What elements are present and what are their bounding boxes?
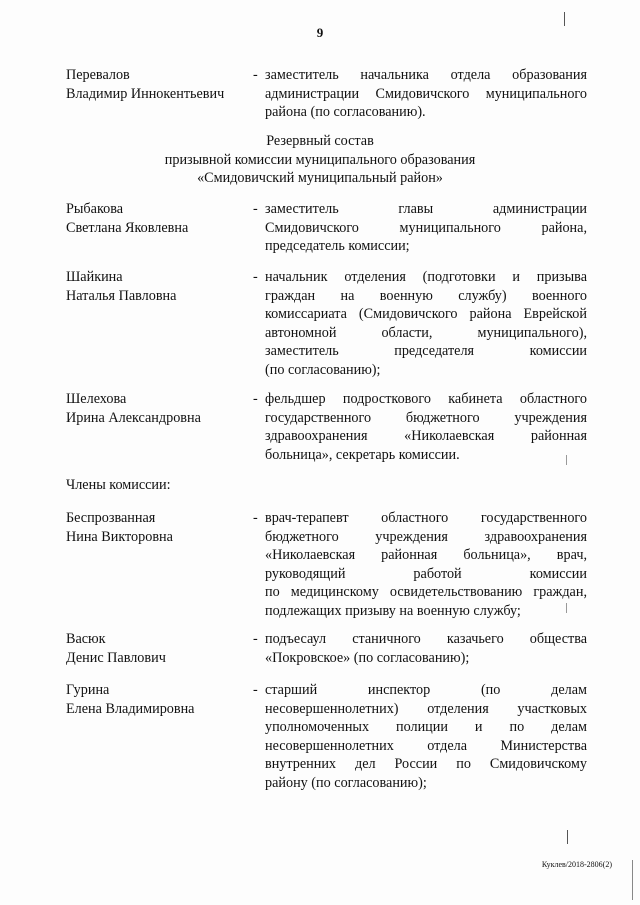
description-line: администрации Смидовичского муниципального: [265, 85, 587, 102]
description-line: несовершеннолетних) отделения участковых: [265, 700, 587, 717]
description-line: подъесаул станичного казачьего общества: [265, 631, 587, 647]
description-line: Смидовичского муниципального района,: [265, 219, 587, 236]
surname: Перевалов: [66, 67, 130, 83]
entry-name: [66, 66, 251, 103]
given-names: Елена Владимировна: [66, 700, 195, 717]
description-line: по медицинскому освидетельствованию граждан,: [265, 584, 587, 600]
scan-artifact: [564, 12, 565, 26]
scan-artifact: [567, 830, 568, 844]
description-line: района (по согласованию).: [265, 104, 426, 120]
description-line: уполномоченных полиции и по делам: [265, 719, 587, 735]
entry-name: [66, 681, 251, 718]
description-line: (по согласованию);: [265, 361, 381, 378]
entry-dash: -: [253, 631, 258, 647]
description-line: внутренних дел России по Смидовичскому: [265, 756, 587, 772]
entry-dash: -: [253, 201, 258, 217]
scan-artifact: [566, 455, 567, 465]
surname: Рыбакова: [66, 201, 124, 217]
entry-dash: -: [253, 510, 258, 526]
entry-description: [265, 630, 587, 667]
entry-dash: -: [253, 682, 258, 698]
entry-name: [66, 200, 251, 237]
description-line: здравоохранения «Николаевская районная: [265, 428, 587, 444]
entry-description: [265, 268, 587, 379]
given-names: Наталья Павловна: [66, 287, 177, 304]
document-code: Куклев/2018-2806(2): [541, 860, 612, 869]
entry-description: [265, 390, 587, 464]
description-line: заместитель начальника отдела образования: [265, 67, 587, 83]
scan-artifact: [632, 860, 633, 900]
given-names: Денис Павлович: [66, 649, 166, 666]
entry-dash: -: [253, 391, 258, 407]
description-line: врач-терапевт областного государственного: [265, 510, 587, 526]
description-line: «Николаевская районная больница», врач,: [265, 547, 587, 563]
given-names: Ирина Александровна: [66, 409, 201, 426]
heading-line: «Смидовичский муниципальный район»: [197, 170, 443, 186]
scan-artifact: [566, 603, 567, 613]
description-line: автономной области, муниципального),: [265, 324, 587, 341]
given-names: Светлана Яковлевна: [66, 219, 189, 236]
description-line: району (по согласованию);: [265, 774, 427, 791]
description-line: начальник отделения (подготовки и призыва: [265, 269, 587, 285]
entry-description: [265, 200, 587, 256]
entry-name: [66, 268, 251, 305]
surname: Гурина: [66, 682, 110, 698]
page-number: 9: [316, 25, 324, 40]
heading-line: призывной комиссии муниципального образования: [164, 151, 476, 168]
description-line: «Покровское» (по согласованию);: [265, 649, 470, 666]
surname: Шелехова: [66, 391, 127, 407]
surname: Васюк: [66, 631, 106, 647]
description-line: председатель комиссии;: [265, 238, 410, 254]
entry-name: [66, 509, 251, 546]
description-line: старший инспектор (по делам: [265, 682, 587, 698]
description-line: несовершеннолетних отдела Министерства: [265, 737, 587, 754]
description-line: заместитель председателя комиссии: [265, 343, 587, 359]
description-line: комиссариата (Смидовичского района Еврейской: [265, 306, 587, 322]
description-line: подлежащих призыву на военную службу;: [265, 602, 521, 619]
description-line: больница», секретарь комиссии.: [265, 446, 460, 463]
surname: Шайкина: [66, 269, 123, 285]
description-line: заместитель главы администрации: [265, 201, 587, 217]
description-line: руководящий работой комиссии: [265, 565, 587, 582]
given-names: Нина Викторовна: [66, 528, 173, 545]
entry-dash: -: [253, 67, 258, 83]
entry-description: [265, 509, 587, 620]
entry-name: [66, 630, 251, 667]
surname: Беспрозванная: [66, 510, 156, 526]
description-line: бюджетного учреждения здравоохранения: [265, 528, 587, 545]
given-names: Владимир Иннокентьевич: [66, 85, 225, 102]
description-line: государственного бюджетного учреждения: [265, 409, 587, 426]
description-line: фельдшер подросткового кабинета областного: [265, 391, 587, 407]
entry-dash: -: [253, 269, 258, 285]
members-label: Члены комиссии:: [66, 477, 171, 493]
description-line: граждан на военную службу) военного: [265, 287, 587, 304]
heading-line: Резервный состав: [266, 133, 374, 149]
entry-name: [66, 390, 251, 427]
reserve-composition-heading: [0, 132, 640, 188]
entry-description: [265, 681, 587, 792]
entry-description: [265, 66, 587, 122]
